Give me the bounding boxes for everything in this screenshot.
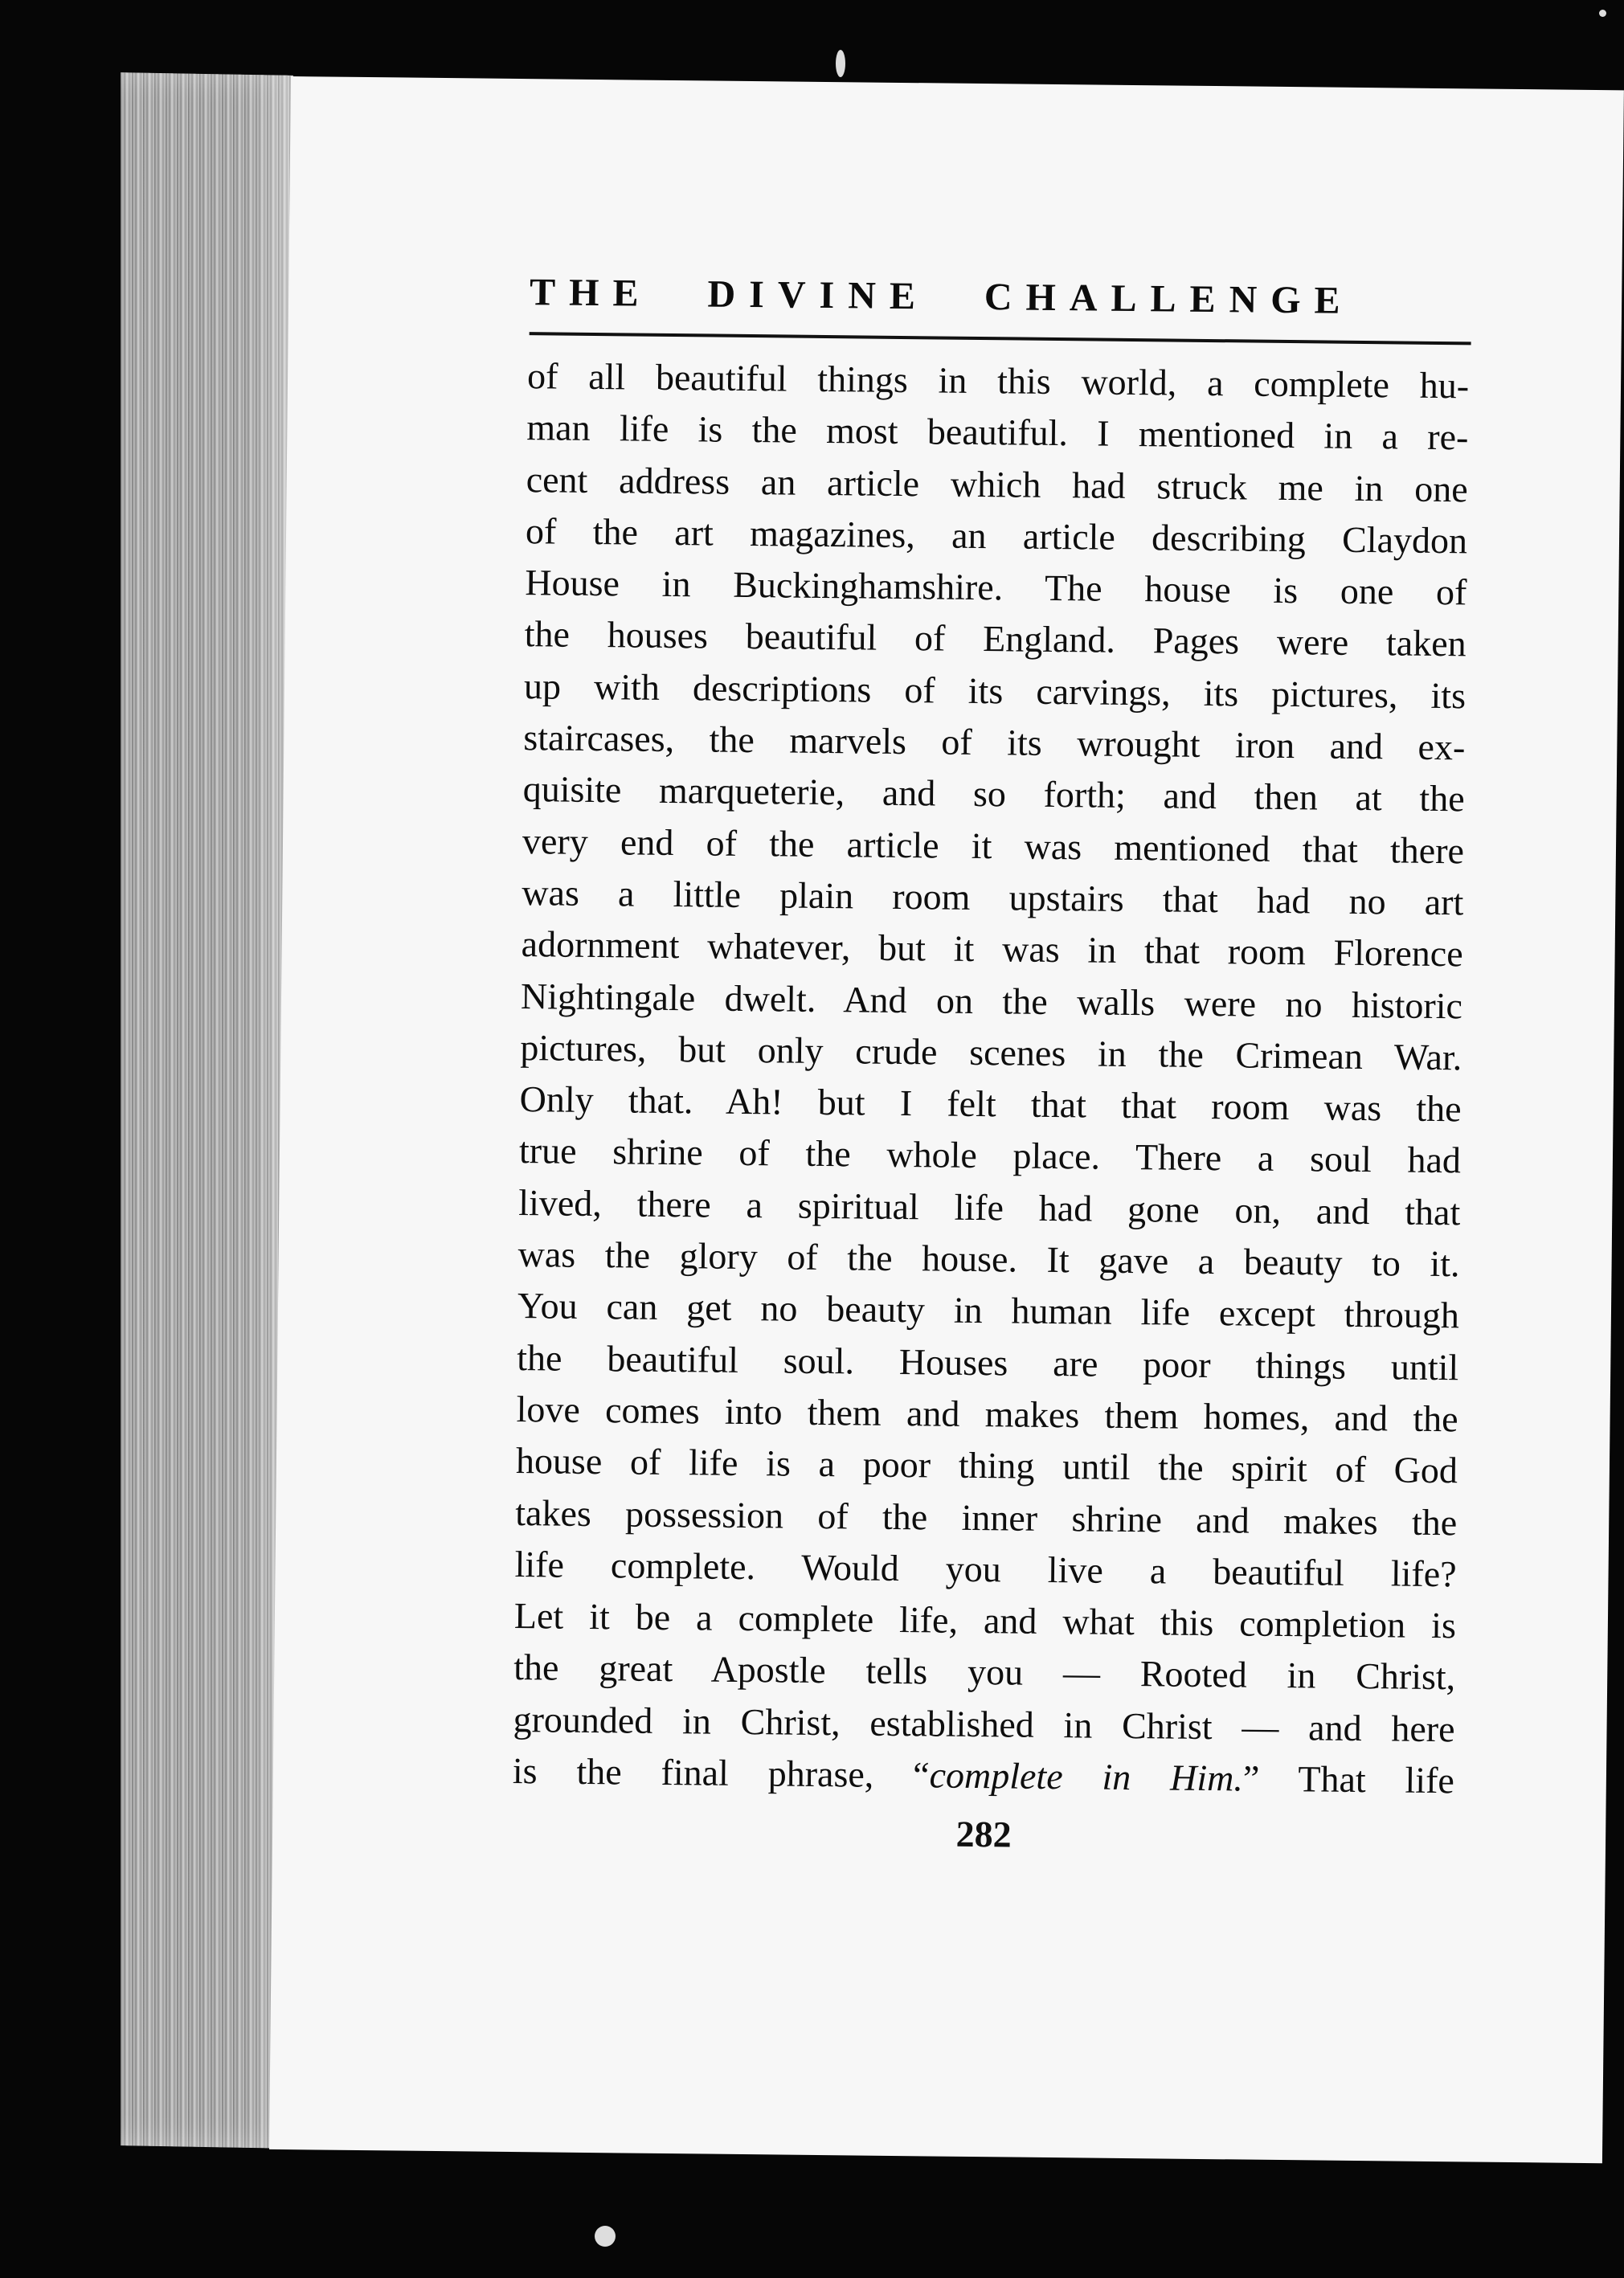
text-line: of the art magazines, an article describing Claydon — [525, 509, 1468, 562]
running-head: THE DIVINE CHALLENGE — [529, 271, 1354, 322]
book-page — [269, 76, 1624, 2163]
dust-speck — [1599, 10, 1606, 17]
text-line: true shrine of the whole place. There a soul had — [518, 1130, 1462, 1181]
text-line: very end of the article it was mentioned that there — [522, 820, 1465, 872]
text-line: pictures, but only crude scenes in the Crimean War. — [520, 1026, 1462, 1078]
text-line: quisite marqueterie, and so forth; and then at the — [522, 768, 1465, 820]
text-line: Nightingale dwelt. And on the walls were no historic — [520, 975, 1463, 1026]
text-line: Let it be a complete life, and what this completion is — [513, 1595, 1457, 1646]
text-line: grounded in Christ, established in Christ — and here — [513, 1698, 1455, 1749]
text-line: of all beautiful things in this world, a complete hu- — [526, 355, 1470, 407]
text-line: was a little plain room upstairs that had no art — [522, 872, 1464, 923]
dust-speck — [836, 50, 845, 77]
text-line: cent address an article which had struck me in one — [526, 458, 1468, 509]
text-line: takes possession of the inner shrine and makes the — [515, 1491, 1458, 1543]
book-page-edges — [121, 72, 293, 2149]
dust-speck — [595, 2226, 616, 2247]
running-head-rule — [530, 332, 1471, 345]
last-line-before: is the final phrase, “ — [512, 1750, 930, 1796]
text-line: the houses beautiful of England. Pages were taken — [524, 613, 1467, 665]
text-line-last — [513, 1745, 1455, 1807]
body-text — [513, 350, 1470, 1806]
text-line: House in Buckinghamshire. The house is one of — [525, 562, 1467, 613]
text-line: was the glory of the house. It gave a beauty to it. — [517, 1233, 1460, 1285]
text-line: staircases, the marvels of its wrought iron and ex- — [523, 717, 1466, 768]
text-line: house of life is a poor thing until the spirit of God — [515, 1440, 1458, 1491]
text-line: You can get no beauty in human life except through — [517, 1285, 1460, 1336]
text-line: lived, there a spiritual life had gone on, and that — [518, 1181, 1461, 1233]
text-line: the beautiful soul. Houses are poor things until — [517, 1336, 1459, 1388]
text-line: Only that. Ah! but I felt that that room was the — [519, 1078, 1462, 1130]
text-line: man life is the most beautiful. I mentioned in a re- — [526, 407, 1469, 458]
last-line-after: ” That life — [1242, 1757, 1455, 1802]
text-line: the great Apostle tells you — Rooted in Christ, — [513, 1646, 1456, 1698]
text-line: love comes into them and makes them homes, and the — [516, 1388, 1458, 1440]
last-line-italic: complete in Him. — [929, 1754, 1244, 1799]
text-line: adornment whatever, but it was in that room Florence — [521, 923, 1463, 975]
text-line: up with descriptions of its carvings, its pictures, its — [523, 665, 1467, 717]
text-line: life complete. Would you live a beautiful life? — [514, 1543, 1457, 1595]
page-number: 282 — [955, 1813, 1012, 1855]
